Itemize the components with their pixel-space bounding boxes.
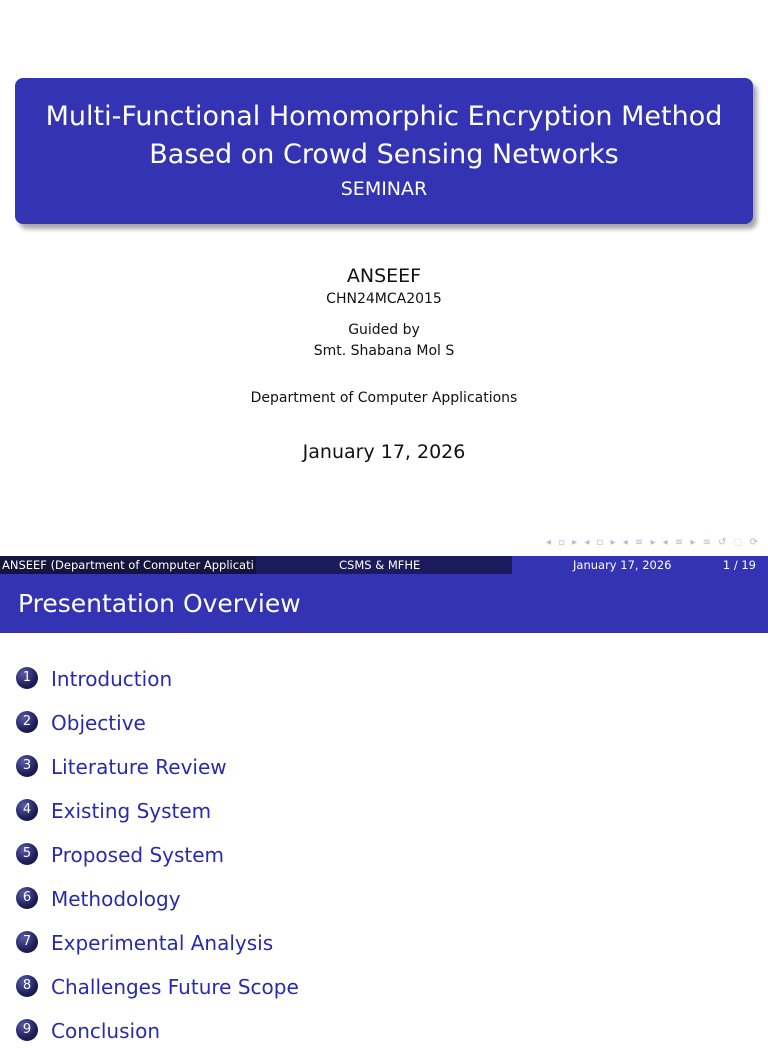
footer-short-title: CSMS & MFHE — [339, 558, 421, 572]
footer-page-number: 1 / 19 — [722, 558, 756, 572]
number-bullet-icon: 3 — [16, 755, 38, 777]
frame-title: Presentation Overview — [18, 589, 301, 618]
number-bullet-icon: 1 — [16, 667, 38, 689]
toc-label[interactable]: Experimental Analysis — [51, 931, 274, 955]
guided-by-label: Guided by — [348, 322, 420, 338]
toc-label[interactable]: Objective — [51, 711, 146, 735]
title-block — [15, 78, 753, 224]
toc-label[interactable]: Conclusion — [51, 1019, 160, 1043]
guide-name: Smt. Shabana Mol S — [313, 343, 455, 359]
title-line-2: Based on Crowd Sensing Networks — [149, 139, 619, 170]
subtitle: SEMINAR — [340, 178, 428, 200]
number-bullet-icon: 8 — [16, 975, 38, 997]
roll-number: CHN24MCA2015 — [326, 291, 442, 307]
footer-date: January 17, 2026 — [573, 558, 672, 572]
footer-date-segment — [512, 556, 768, 574]
presentation-date: January 17, 2026 — [302, 441, 466, 463]
toc-label[interactable]: Proposed System — [51, 843, 225, 867]
number-bullet-icon: 6 — [16, 887, 38, 909]
toc-label[interactable]: Introduction — [51, 667, 173, 691]
toc-label[interactable]: Literature Review — [51, 755, 227, 779]
footer-author-dept: ANSEEF (Department of Computer Applicati — [0, 556, 256, 574]
number-bullet-icon: 4 — [16, 799, 38, 821]
number-bullet-icon: 7 — [16, 931, 38, 953]
number-bullet-icon: 2 — [16, 711, 38, 733]
frame-title-bar — [0, 574, 768, 633]
footer-title-segment — [256, 556, 512, 574]
footer-bar — [0, 556, 768, 574]
number-bullet-icon: 9 — [16, 1019, 38, 1041]
number-bullet-icon: 5 — [16, 843, 38, 865]
department: Department of Computer Applications — [250, 390, 518, 406]
beamer-navigation-icons[interactable]: ◂ ▫ ▸ ◂ ▫ ▸ ◂ ≡ ▸ ◂ ≡ ▸ ≡ ↺ ◌ ⟳ — [545, 537, 760, 548]
toc-label[interactable]: Existing System — [51, 799, 212, 823]
author-name: ANSEEF — [346, 265, 422, 287]
title-line-1: Multi-Functional Homomorphic Encryption Method — [45, 101, 723, 132]
toc-label[interactable]: Challenges Future Scope — [51, 975, 299, 999]
toc-label[interactable]: Methodology — [51, 887, 181, 911]
